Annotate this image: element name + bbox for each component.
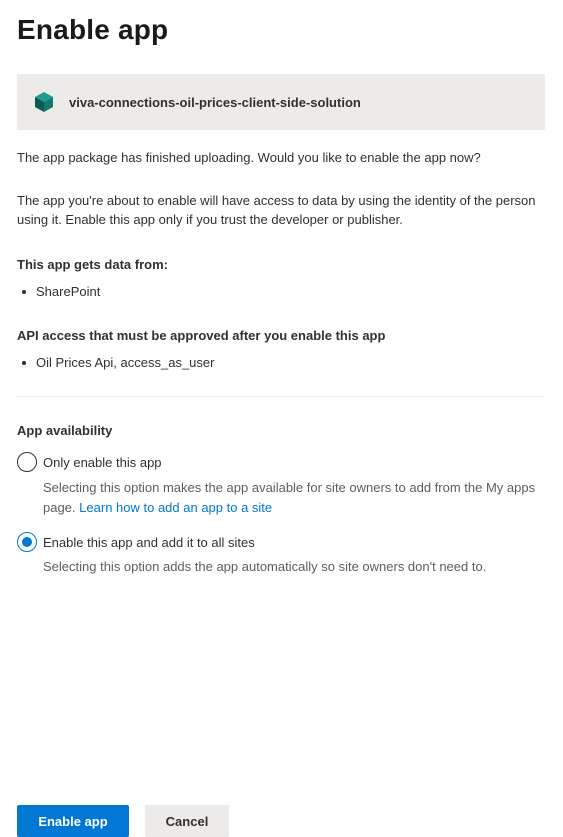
radio-option-only-enable[interactable] [17,452,162,472]
availability-heading: App availability [17,423,113,438]
package-cube-icon [32,90,56,114]
radio-option-description: Selecting this option adds the app automatically so site owners don't need to. [43,559,487,574]
cancel-button[interactable]: Cancel [145,805,229,837]
api-access-item [22,355,214,370]
api-access-heading: API access that must be approved after you enable this app [17,328,386,343]
radio-button-unchecked[interactable] [17,452,37,472]
api-access-label: Oil Prices Api, access_as_user [36,355,215,370]
data-sources-heading: This app gets data from: [17,257,168,272]
upload-complete-message: The app package has finished uploading. Would you like to enable the app now? [17,150,481,165]
enable-app-button[interactable]: Enable app [17,805,129,837]
package-name: viva-connections-oil-prices-client-side-solution [69,94,361,110]
data-source-item [22,284,100,299]
radio-option-label: Only enable this app [43,454,162,470]
section-divider [17,396,545,397]
radio-button-checked[interactable] [17,532,37,552]
bullet-icon [22,290,26,294]
trust-warning-message: The app you're about to enable will have access to data by using the identity of the person using it. Enable this app only if you trust the developer or publisher. [17,193,536,227]
radio-option-label: Enable this app and add it to all sites [43,534,255,550]
radio-option-description [43,478,548,518]
package-info-card [17,74,545,130]
page-title: Enable app [17,14,169,45]
bullet-icon [22,361,26,365]
learn-more-link[interactable]: Learn how to add an app to a site [79,500,273,515]
data-source-label: SharePoint [36,284,101,299]
option-description-text: Selecting this option makes the app available for site owners to add from the My apps page. [43,480,536,515]
radio-option-enable-all-sites[interactable] [17,532,255,552]
